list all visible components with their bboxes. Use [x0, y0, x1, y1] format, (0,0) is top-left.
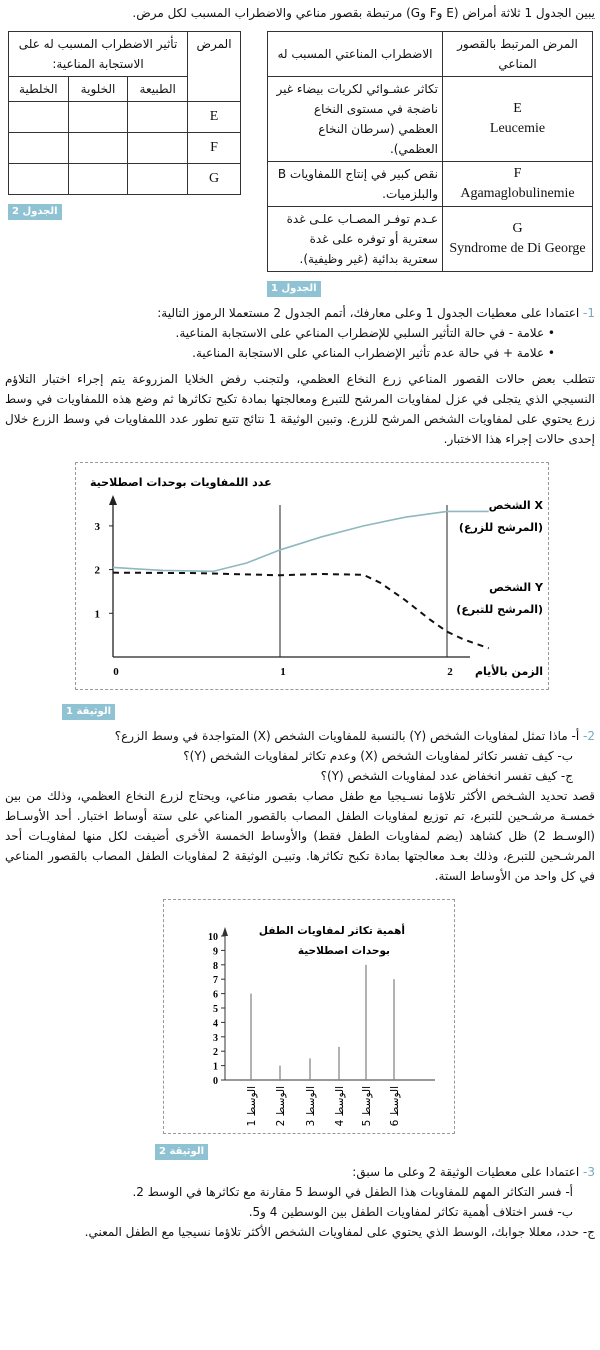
- x-axis-label: الزمن بالأيام: [474, 665, 543, 678]
- y-tick-label: 2: [94, 564, 100, 577]
- table-2: [8, 31, 241, 195]
- q-number: 1-: [583, 306, 595, 320]
- t1-header-disease: المرض المرتبط بالقصور المناعي: [443, 32, 593, 77]
- table-row: [268, 77, 593, 162]
- q-number: 3-: [583, 1165, 595, 1179]
- chart-title: أهمية تكاثر لمفاويات الطفل: [258, 925, 405, 937]
- table-1: [267, 31, 593, 272]
- document-2-label: الوثيقة 2: [155, 1144, 208, 1160]
- q-text: ب- كيف تفسر تكاثر لمفاويات الشخص (X) وعدم تكاثر لمفاويات الشخص (Y)؟: [183, 749, 573, 763]
- code: G: [512, 221, 523, 236]
- answer-cell[interactable]: [128, 133, 188, 164]
- disease-name: Leucemie: [489, 121, 546, 136]
- series-y-line: [113, 573, 489, 649]
- table-1-block: [267, 31, 593, 297]
- series-x-line: [113, 511, 489, 571]
- disease-name: Syndrome de Di George: [449, 241, 586, 256]
- y-axis-arrow: [109, 495, 117, 505]
- x-tick-label: الوسط 5: [361, 1086, 373, 1127]
- table-row: [268, 207, 593, 272]
- code: E: [513, 101, 522, 116]
- table-2-label: الجدول 2: [8, 204, 62, 220]
- answer-cell[interactable]: [128, 102, 188, 133]
- y-tick-label: 1: [213, 1061, 218, 1073]
- table-row: [9, 102, 241, 133]
- question-1: [0, 303, 600, 363]
- y-tick-label: 4: [213, 1018, 218, 1030]
- t2-header-disease: المرض: [188, 32, 241, 102]
- question-2: [0, 726, 600, 786]
- document-1-label: الوثيقة 1: [62, 704, 115, 720]
- series-sublabel: (المرشح للزرع): [458, 521, 543, 534]
- tables-row: [0, 23, 600, 297]
- chart-subtitle: بوحدات اصطلاحية: [297, 945, 390, 957]
- t2-subheader: الخلطية: [9, 77, 69, 102]
- answer-cell[interactable]: [128, 164, 188, 195]
- q-text: ب- فسر اختلاف أهمية تكاثر لمفاويات الطفل بين الوسطين 4 و5.: [248, 1205, 573, 1219]
- series-label: الشخص Y: [489, 581, 543, 594]
- q-text: أ- فسر التكاثر المهم للمفاويات هذا الطفل في الوسط 5 مقارنة مع تكاثرها في الوسط 2.: [132, 1185, 573, 1199]
- question-3: [0, 1162, 600, 1242]
- code: F: [513, 166, 522, 181]
- t2-subheader: الطبيعة: [128, 77, 188, 102]
- x-tick-label: الوسط 2: [275, 1086, 287, 1127]
- y-tick-label: 3: [213, 1032, 218, 1044]
- x-tick-label: 2: [447, 666, 453, 678]
- t1-header-disorder: الاضطراب المناعتي المسبب له: [268, 32, 443, 77]
- y-tick-label: 1: [94, 608, 100, 621]
- table-row: [9, 133, 241, 164]
- bar-chart: [0, 894, 600, 1139]
- x-tick-label: الوسط 1: [246, 1086, 258, 1127]
- table-1-label: الجدول 1: [267, 281, 321, 297]
- y-tick-label: 2: [213, 1047, 218, 1059]
- document-2-block: [0, 894, 600, 1139]
- t2-header-effect: تأثير الاضطراب المسبب له على الاستجابة المناعية:: [9, 32, 188, 77]
- answer-cell[interactable]: [9, 102, 69, 133]
- paragraph-2: قصد تحديد الشـخص الأكثر تلاؤما نسـيجيا مع طفل مصاب بقصور مناعي، ويحتاج لزرع النخاع العظمي، وذلك من بين خمسـة مرشـحين للتبرع، تم توزيع لمفاويات الطفل المصاب بالقصور المناعي على ستة أوساط اختبار. أحد الأوسـاط (الوسـط 2) ظل كشاهد (يضم لمفاويات الطفل فقط) والأوساط الخمسة الأخرى أضيفت لكل منها لمفاويـات أحد المرشـحين للتبرع، وذلك بعـد معالجتها بمادة تكبح تكاثرها. وتبيـن الوثيقة 2 لمفاويات الطفل المصاب بالقصور المناعي في كل واحد من الأوساط الستة.: [5, 789, 596, 883]
- series-label: الشخص X: [488, 499, 543, 512]
- series-sublabel: (المرشح للتبرع): [456, 603, 543, 616]
- answer-cell[interactable]: [68, 133, 128, 164]
- q-text: ج- كيف تفسر انخفاض عدد لمفاويات الشخص (Y)؟: [320, 769, 573, 783]
- document-1-block: [0, 459, 600, 699]
- answer-cell[interactable]: [9, 133, 69, 164]
- q-text: اعتمادا على معطيات الجدول 1 وعلى معارفك، أتمم الجدول 2 مستعملا الرموز التالية:: [157, 306, 580, 320]
- table-row: [268, 162, 593, 207]
- disorder-desc: نقص كبير في إنتاج اللمفاويات B والبلزميات.: [268, 162, 443, 207]
- q-text: اعتمادا على معطيات الوثيقة 2 وعلى ما سبق:: [352, 1165, 580, 1179]
- y-tick-label: 0: [213, 1076, 218, 1087]
- table-row: [9, 164, 241, 195]
- y-tick-label: 9: [213, 946, 218, 958]
- answer-cell[interactable]: [68, 164, 128, 195]
- table-2-block: [8, 31, 241, 220]
- code: F: [188, 133, 241, 164]
- x-tick-label: 0: [113, 666, 119, 678]
- disorder-desc: تكاثر عشـوائي لكريات بيضاء غير ناضجة في مستوى النخاع العظمي (سرطان النخاع العظمي).: [268, 77, 443, 162]
- code: G: [188, 164, 241, 195]
- disorder-desc: عـدم توفـر المصـاب علـى غدة سعترية أو توفره على غدة سعترية بدائية (غير وظيفية).: [268, 207, 443, 272]
- code: E: [188, 102, 241, 133]
- y-tick-label: 8: [213, 960, 218, 972]
- disease-name: Agamaglobulinemie: [460, 186, 575, 201]
- y-axis-label: عدد اللمفاويات بوحدات اصطلاحية: [90, 476, 272, 489]
- paragraph-1: تتطلب بعض حالات القصور المناعي زرع النخاع العظمي، ولتجنب رفض الخلايا المزروعة يتم إجراء اختبار التلاؤم النسيجي الذي يتجلى في عزل لمفاويات المرشح للتبرع ومعالجتها بمادة تكبح تكاثرها ثم وضع هذه اللمفاويات في وسط زرع يحتوي على لمفاويات الشخص المرشح للزرع. وتبين الوثيقة 1 نتائج تتبع تطور عدد اللمفاويات في وسط الزرع خلال إحدى حالات إجراء هذا الاختبار.: [5, 372, 595, 446]
- t2-subheader: الخلوية: [68, 77, 128, 102]
- q-text: أ- ماذا تمثل لمفاويات الشخص (Y) بالنسبة للمفاويات الشخص (X) المتواجدة في وسط الزرع؟: [114, 729, 580, 743]
- x-tick-label: 1: [280, 666, 286, 678]
- y-tick-label: 6: [213, 989, 218, 1001]
- bullet: • علامة + في حالة عدم تأثير الإضطراب المناعي على الاستجابة المناعية.: [192, 346, 555, 360]
- x-tick-label: الوسط 6: [389, 1086, 401, 1127]
- y-tick-label: 7: [213, 975, 218, 987]
- answer-cell[interactable]: [9, 164, 69, 195]
- answer-cell[interactable]: [68, 102, 128, 133]
- bullet: • علامة - في حالة التأثير السلبي للإضطراب المناعي على الاستجابة المناعية.: [175, 326, 555, 340]
- line-chart: [0, 459, 600, 699]
- y-tick-label: 5: [213, 1004, 218, 1015]
- y-tick-label: 10: [208, 932, 218, 943]
- y-tick-label: 3: [94, 520, 100, 533]
- x-tick-label: الوسط 3: [305, 1086, 317, 1127]
- y-axis-arrow: [222, 927, 228, 936]
- q-number: 2-: [583, 729, 595, 743]
- x-tick-label: الوسط 4: [334, 1086, 346, 1127]
- intro-text: يبين الجدول 1 ثلاثة أمراض (E وF وG) مرتبطة بقصور مناعي والاضطراب المسبب لكل مرض.: [132, 6, 595, 20]
- q-text: ج- حدد، معللا جوابك، الوسط الذي يحتوي على لمفاويات الشخص الأكثر تلاؤما نسيجيا مع الطفل المعني.: [84, 1225, 595, 1239]
